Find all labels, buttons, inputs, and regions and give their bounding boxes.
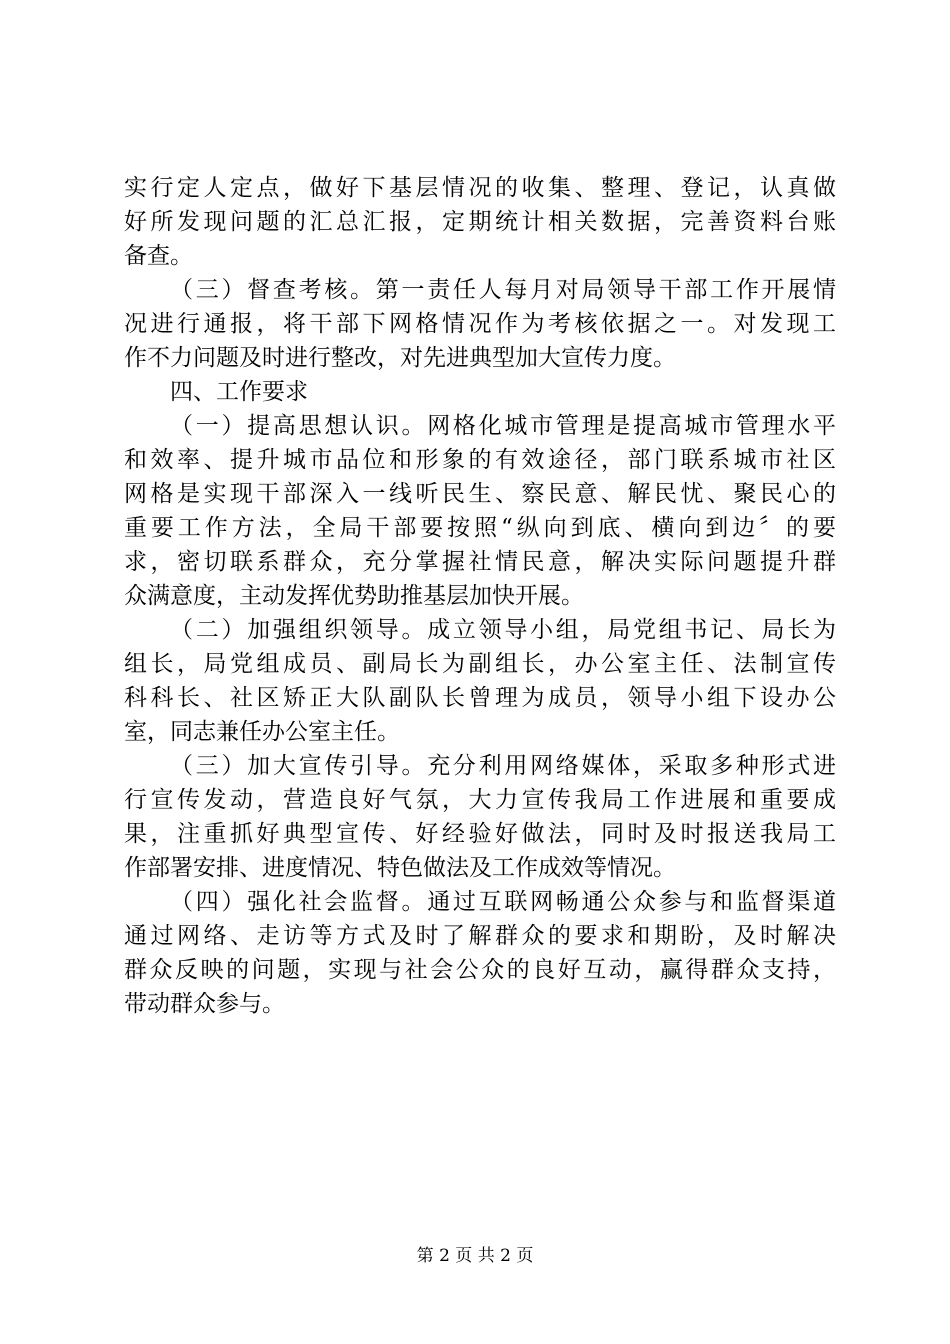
paragraph-start-line: （三）督查考核。第一责任人每月对局领导干部工作开展情 — [170, 277, 836, 303]
document-body — [124, 171, 836, 1021]
body-line: 好所发现问题的汇总汇报，定期统计相关数据，完善资料台账 — [124, 209, 836, 235]
body-line: 带动群众参与。 — [124, 991, 285, 1017]
body-line: 况进行通报，将干部下网格情况作为考核依据之一。对发现工 — [124, 311, 836, 337]
body-line: 通过网络、走访等方式及时了解群众的要求和期盼，及时解决 — [124, 923, 836, 949]
body-line: 行宣传发动，营造良好气氛，大力宣传我局工作进展和重要成 — [124, 787, 836, 813]
body-line: 和效率、提升城市品位和形象的有效途径，部门联系城市社区 — [124, 447, 836, 473]
body-line: 备查。 — [124, 243, 193, 269]
body-line: 果，注重抓好典型宣传、好经验好做法，同时及时报送我局工 — [124, 821, 836, 847]
page-number-label: 第 2 页 共 2 页 — [416, 1246, 534, 1266]
body-line: 科科长、社区矫正大队副队长曾理为成员，领导小组下设办公 — [124, 685, 836, 711]
body-line: 作不力问题及时进行整改，对先进典型加大宣传力度。 — [124, 345, 676, 371]
body-line: 作部署安排、进度情况、特色做法及工作成效等情况。 — [124, 855, 676, 881]
body-line: 重要工作方法，全局干部要按照“纵向到底、横向到边〞的要 — [124, 515, 836, 541]
paragraph-start-line: （四）强化社会监督。通过互联网畅通公众参与和监督渠道 — [170, 889, 836, 915]
body-line: 组长，局党组成员、副局长为副组长，办公室主任、法制宣传 — [124, 651, 836, 677]
page-footer — [0, 1245, 950, 1267]
body-line: 室，同志兼任办公室主任。 — [124, 719, 400, 745]
body-line: 实行定人定点，做好下基层情况的收集、整理、登记，认真做 — [124, 175, 836, 201]
body-line: 求，密切联系群众，充分掌握社情民意，解决实际问题提升群 — [124, 549, 836, 575]
body-line: 网格是实现干部深入一线听民生、察民意、解民忧、聚民心的 — [124, 481, 836, 507]
body-line: 众满意度，主动发挥优势助推基层加快开展。 — [124, 583, 584, 609]
body-line: 群众反映的问题，实现与社会公众的良好互动，赢得群众支持， — [124, 957, 836, 983]
paragraph-start-line: （三）加大宣传引导。充分利用网络媒体，采取多种形式进 — [170, 753, 836, 779]
section-heading: 四、工作要求 — [170, 379, 308, 405]
paragraph-start-line: （一）提高思想认识。网格化城市管理是提高城市管理水平 — [170, 413, 836, 439]
paragraph-start-line: （二）加强组织领导。成立领导小组，局党组书记、局长为 — [170, 617, 836, 643]
